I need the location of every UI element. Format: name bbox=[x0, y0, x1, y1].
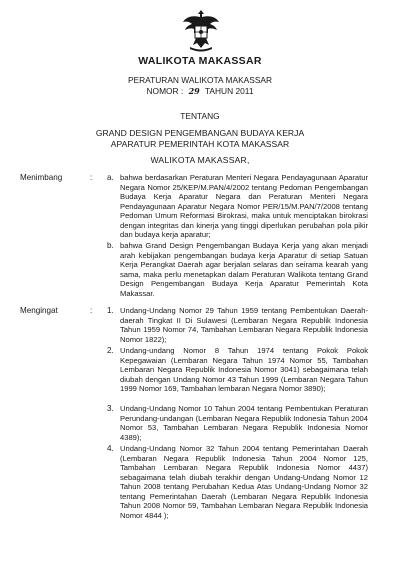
mengingat-colon: : bbox=[90, 306, 93, 315]
nomor-value: 29 bbox=[188, 86, 200, 96]
tentang-heading: TENTANG bbox=[180, 111, 220, 121]
menimbang-item-letter: a. bbox=[107, 173, 114, 182]
mengingat-item-number: 3. bbox=[107, 404, 114, 413]
subject-line-1: GRAND DESIGN PENGEMBANGAN BUDAYA KERJA bbox=[95, 128, 305, 138]
regulation-name: PERATURAN WALIKOTA MAKASSAR bbox=[127, 75, 273, 85]
menimbang-item-text: bahwa berdasarkan Peraturan Menteri Negara Pendayagunaan Aparatur Negara Nomor 25/KEP/M.PAN/4/2002 tentang Pedoman Pengembangan Budaya Kerja Aparatur Negara dan Peraturan Menteri Negara Pendayagunaan Aparatur Negara Nomor PER/15/M.PAN/7/2008 tentang Pedoman Umum Reformasi Birokrasi, maka untuk menciptakan birokrasi dengan integritas dan kinerja yang tinggi diperlukan perubahan pola pikir dan budaya kerja aparatur; bbox=[120, 173, 368, 239]
enacting-authority: WALIKOTA MAKASSAR, bbox=[150, 155, 250, 165]
mengingat-item-number: 1. bbox=[107, 306, 114, 315]
mengingat-item-text: Undang-Undang Nomor 10 Tahun 2004 tentang Pembentukan Peraturan Perundang-undangan (Lembaran Negara Republik Indonesia Tahun 2004 Nomor 53, Tambahan Lembaran Negara Republik Indonesia Nomor 4389); bbox=[120, 404, 368, 442]
document-title: WALIKOTA MAKASSAR bbox=[138, 55, 262, 67]
menimbang-item-text: bahwa Grand Design Pengembangan Budaya Kerja yang akan menjadi arah kebijakan pengembangan budaya kerja Aparatur di setiap Satuan Kerja Perangkat Daerah agar berjalan selaras dan seirama kearah yang sama, maka perlu menetapkan dalam Peraturan Walikota tentang Grand Design Pengembangan Budaya Kerja Aparatur Pemerintah Kota Makassar. bbox=[120, 241, 368, 298]
mengingat-item-text: Undang-Undang Nomor 32 Tahun 2004 tentang Pemerintahan Daerah (Lembaran Negara Republik Indonesia Tahun 2004 Nomor 125, Tambahan Lembaran Negara Republik Indonesia Nomor 4437) sebagaimana telah diubah terakhir dengan Undang-Undang Nomor 12 Tahun 2008 tentang Perubahan Kedua Atas Undang-Undang Nomor 32 tentang Pemerintahan Daerah (Lembaran Negara Republik Indonesia Tahun 2008 Nomor 59, Tambahan Lembaran Negara Republik Indonesia Nomor 4844 ); bbox=[120, 444, 368, 520]
menimbang-item-letter: b. bbox=[107, 241, 114, 250]
mengingat-item-text: Undang-Undang Nomor 29 Tahun 1959 tentang Pembentukan Daerah-daerah Tingkat II Di Sulawesi (Lembaran Negara Republik Indonesia Tahun 1959 Nomor 74, Tambahan Lembaran Negara Republik Indonesia Nomor 1822); bbox=[120, 306, 368, 344]
mengingat-item-number: 4. bbox=[107, 444, 114, 453]
mengingat-item-number: 2. bbox=[107, 346, 114, 355]
nomor-label: NOMOR : bbox=[146, 86, 184, 96]
mengingat-label: Mengingat bbox=[20, 306, 58, 315]
menimbang-label: Menimbang bbox=[20, 173, 63, 182]
subject-line-2: APARATUR PEMERINTAH KOTA MAKASSAR bbox=[110, 139, 290, 149]
regulation-number-line bbox=[0, 86, 400, 96]
garuda-emblem-icon bbox=[181, 8, 221, 52]
mengingat-item-text: Undang-undang Nomor 8 Tahun 1974 tentang Pokok Pokok Kepegawaian (Lembaran Negara Tahun 1974 Nomor 55, Tambahan Lembaran Negara Republik Indonesia Nomor 3041) sebagaimana telah diubah dengan Undang Nomor 43 Tahun 1999 (Lembaran Negara Tahun 1999 Nomor 169, Tambahan lembaran Negara Nomor 3890); bbox=[120, 346, 368, 393]
menimbang-colon: : bbox=[90, 173, 93, 182]
tahun-label: TAHUN 2011 bbox=[204, 86, 254, 96]
